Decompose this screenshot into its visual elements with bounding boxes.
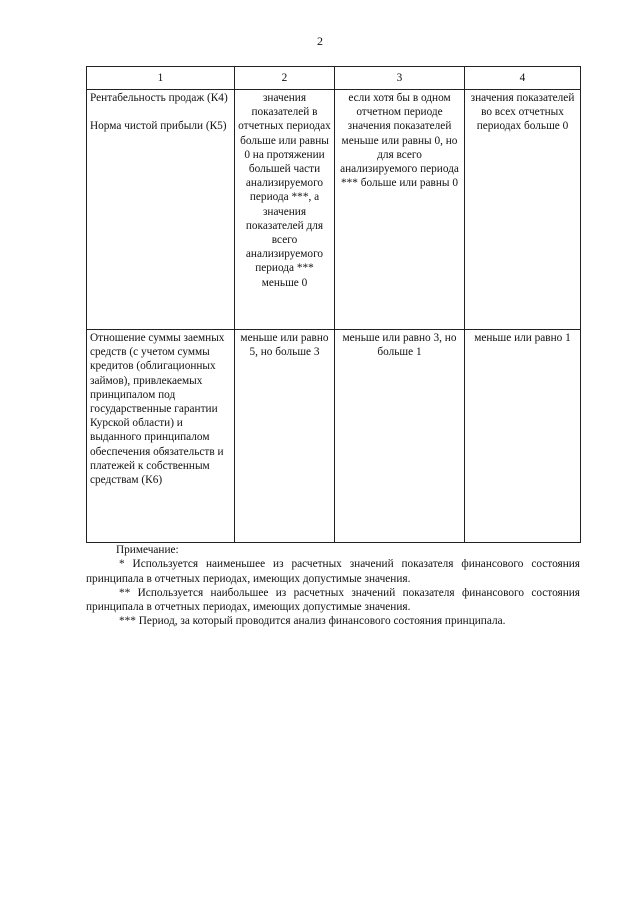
indicator-name: Норма чистой прибыли (К5) xyxy=(90,120,227,133)
criteria-cell: меньше или равно 1 xyxy=(465,330,581,543)
note-item: * Используется наименьшее из расчетных значений показателя финансового состояния принципала в отчетных периодах, имеющих допустимые значения. xyxy=(86,558,580,585)
column-header: 4 xyxy=(465,67,581,90)
notes-title: Примечание: xyxy=(116,544,179,556)
indicator-name: Рентабельность продаж (К4) xyxy=(90,92,228,104)
criteria-table xyxy=(86,66,581,543)
page-number: 2 xyxy=(317,34,323,48)
table-header-row xyxy=(87,67,581,90)
criteria-cell: меньше или равно 3, но больше 1 xyxy=(335,330,465,543)
note-item: *** Период, за который проводится анализ финансового состояния принципала. xyxy=(119,615,506,628)
indicator-name: Отношение суммы заемных средств (с учетом суммы кредитов (облигационных займов), привлекаемых принципалом под государственные гарантии Курской области) и выданного принципалом обеспечения обязательств и платежей к собственным средствам (К6) xyxy=(90,332,225,487)
criteria-cell: если хотя бы в одном отчетном периоде значения показателей меньше или равны 0, но для всего анализируемого периода *** больше или равны 0 xyxy=(335,90,465,330)
table-row xyxy=(87,90,581,330)
note-item: ** Используется наибольшее из расчетных значений показателя финансового состояния принципала в отчетных периодах, имеющих допустимые значения. xyxy=(86,586,580,614)
indicator-cell xyxy=(87,330,235,543)
column-header: 3 xyxy=(335,67,465,90)
table-row xyxy=(87,330,581,543)
notes-section xyxy=(86,543,580,629)
criteria-cell: меньше или равно 5, но больше 3 xyxy=(235,330,335,543)
column-header: 1 xyxy=(87,67,235,90)
criteria-cell: значения показателей в отчетных периодах больше или равны 0 на протяжении большей части анализируемого периода ***, а значения показателей для всего анализируемого периода *** меньше 0 xyxy=(235,90,335,330)
column-header: 2 xyxy=(235,67,335,90)
criteria-cell: значения показателей во всех отчетных периодах больше 0 xyxy=(465,90,581,330)
indicator-cell xyxy=(87,90,235,330)
